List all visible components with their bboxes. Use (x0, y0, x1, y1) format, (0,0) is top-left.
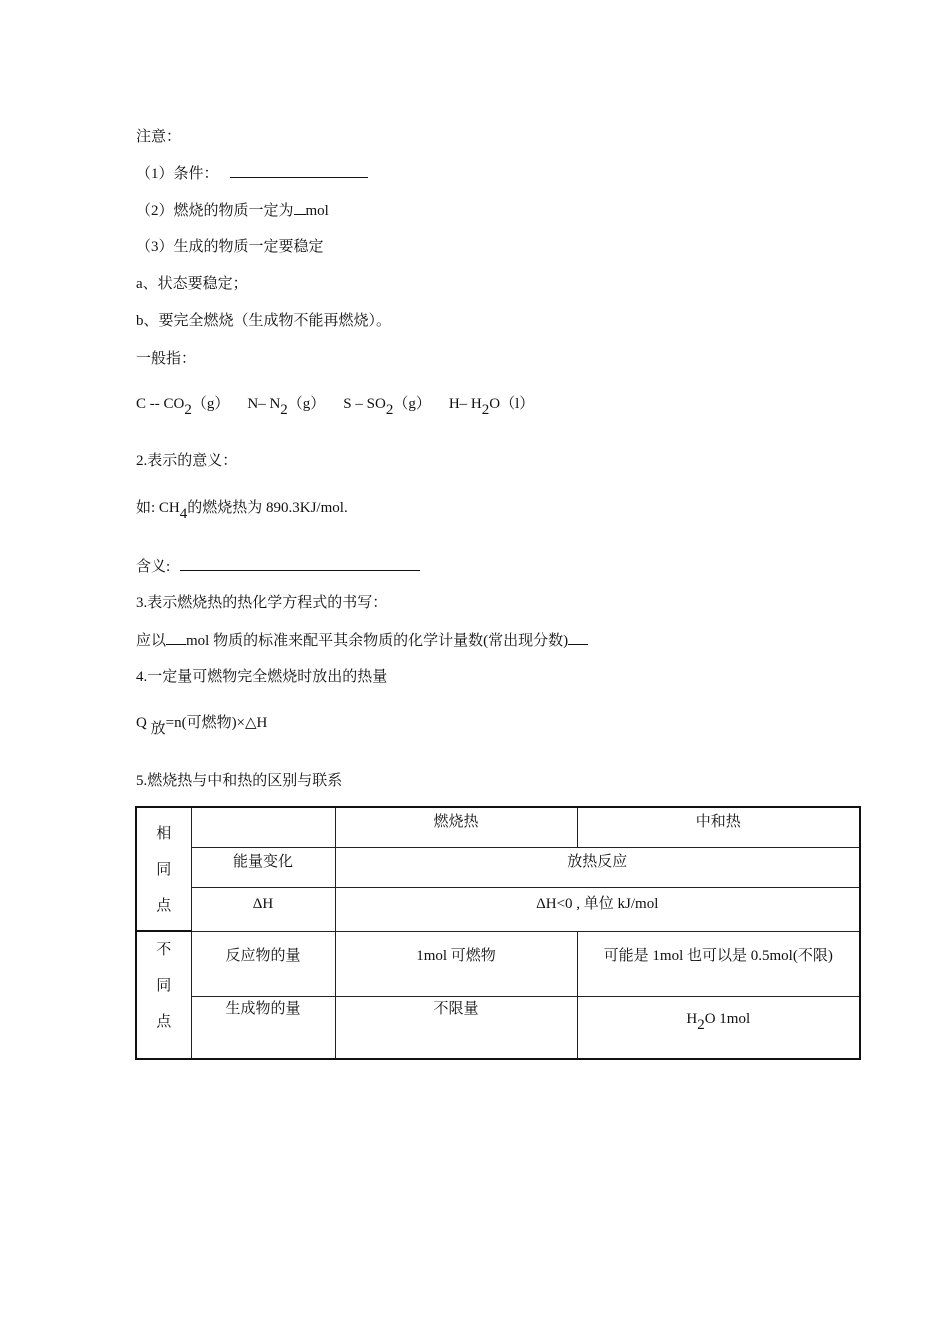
formula-sulfur: S – $SO_2(g)$ (343, 396, 431, 418)
section-2-title: 2.表示的意义： (136, 453, 238, 469)
product-combustion: 不限量 (335, 996, 577, 1059)
formula-carbon: C -- $CO_2(g)$ (136, 396, 230, 418)
note-item-b: b、要完全燃烧（生成物不能再燃烧）。 (136, 313, 392, 329)
notes-heading: 注意： (136, 129, 182, 145)
header-empty-cell (191, 807, 335, 847)
row-energy-label: 能量变化 (191, 847, 335, 887)
reactant-neutralization: 可能是 1mol 也可以是 0.5mol(不限) (577, 931, 860, 996)
mol-blank (294, 200, 306, 215)
product-formulas (136, 394, 535, 418)
reactant-combustion: 1mol 可燃物 (335, 931, 577, 996)
condition-blank (230, 163, 368, 178)
section-3-rule: 应以 mol 物质的标准来配平其余物质的化学计量数(常出现分数) (136, 630, 588, 651)
note-item-2-post: mol (305, 203, 329, 219)
row-product-label: 生成物的量 (191, 996, 335, 1059)
different-points-label: 不 同 点 (136, 931, 191, 1059)
row-reactant-label: 反应物的量 (191, 931, 335, 996)
table-header-row (136, 807, 860, 847)
note-item-1-label: （1）条件： (136, 166, 219, 182)
product-neutralization: $H_2O$ 1mol (577, 996, 860, 1059)
section-4-title: 4.一定量可燃物完全燃烧时放出的热量 (136, 669, 388, 685)
general-label: 一般指： (136, 351, 197, 367)
row-dh-label: ΔH (191, 887, 335, 931)
note-item-2 (136, 200, 329, 221)
end-blank (568, 630, 588, 645)
note-item-a: a、状态要稳定； (136, 276, 248, 292)
meaning-label: 含义: (136, 559, 174, 575)
note-item-2-pre: （2）燃烧的物质一定为 (136, 203, 294, 219)
section-3-title: 3.表示燃烧热的热化学方程式的书写： (136, 595, 388, 611)
comparison-table (135, 806, 861, 1060)
mol-blank-2 (166, 630, 186, 645)
same-points-label: 相 同 点 (136, 807, 191, 931)
note-item-3: （3）生成的物质一定要稳定 (136, 239, 324, 255)
formula-nitrogen: N– $N_2(g)$ (247, 396, 326, 418)
header-neutralization: 中和热 (577, 807, 860, 847)
ch4-example: 如: $CH_4$的燃烧热为 890.3KJ/mol. (136, 500, 348, 522)
meaning-blank (180, 556, 420, 571)
table-row (136, 847, 860, 887)
formula-hydrogen: H– $H_2O(l)$ (448, 396, 535, 418)
table-row (136, 931, 860, 996)
dh-value: ΔH<0 , 单位 kJ/mol (335, 887, 860, 931)
table-row (136, 887, 860, 931)
meaning-line (136, 556, 420, 577)
note-item-1 (136, 163, 368, 184)
section-5-title: 5.燃烧热与中和热的区别与联系 (136, 773, 343, 789)
heat-formula: Q $_放$=n(可燃物)×△H (136, 715, 268, 737)
header-combustion: 燃烧热 (335, 807, 577, 847)
table-row (136, 996, 860, 1059)
energy-value: 放热反应 (335, 847, 860, 887)
